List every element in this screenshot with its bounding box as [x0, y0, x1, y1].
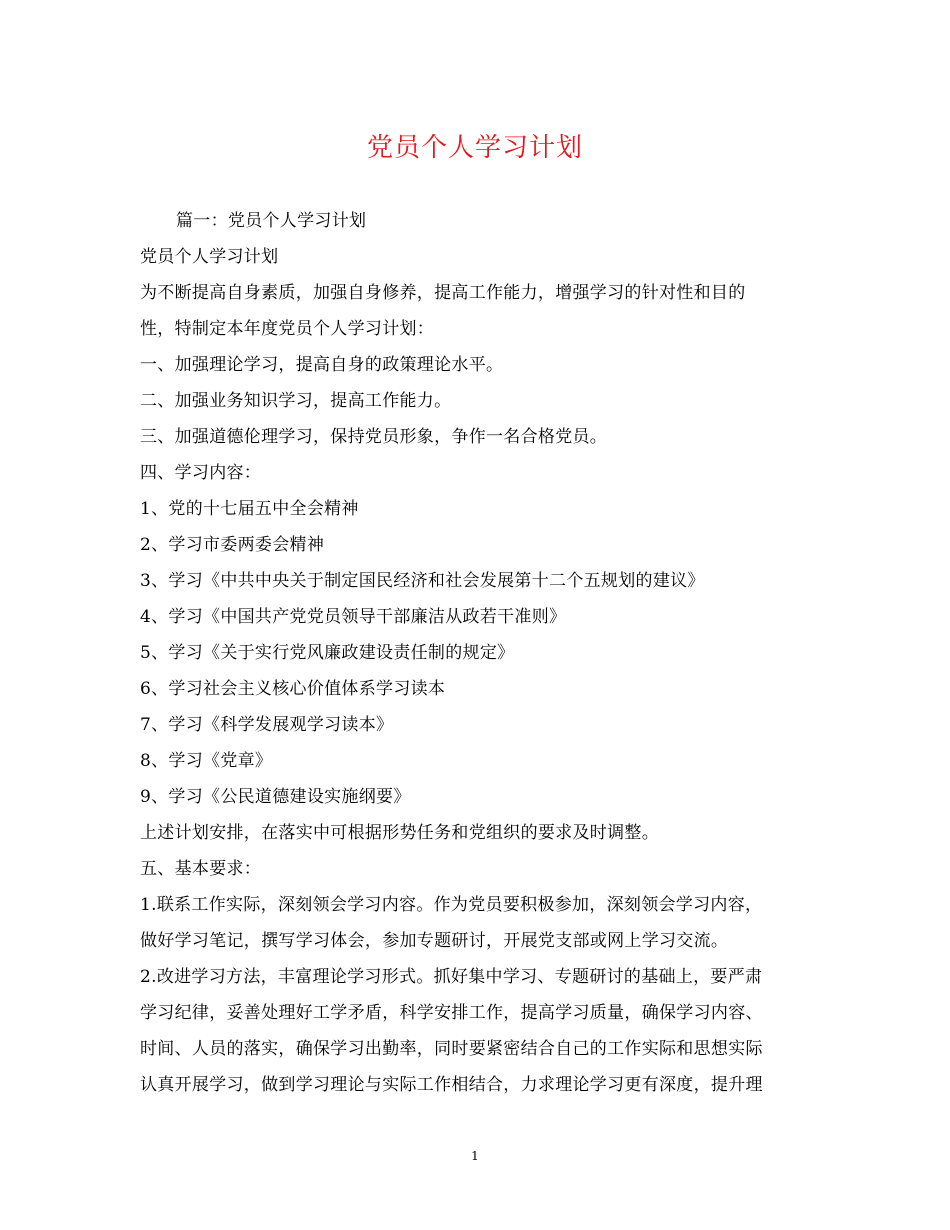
list-item: 5、学习《关于实行党风廉政建设责任制的规定》: [140, 643, 515, 663]
page-title: 党员个人学习计划: [366, 133, 583, 163]
list-item: 2、学习市委两委会精神: [140, 535, 325, 555]
paragraph-line: 性，特制定本年度党员个人学习计划：: [140, 319, 435, 339]
paragraph-line: 五、基本要求：: [140, 859, 262, 879]
list-item: 4、学习《中国共产党党员领导干部廉洁从政若干准则》: [140, 607, 567, 627]
list-item: 9、学习《公民道德建设实施纲要》: [140, 787, 411, 807]
paragraph-line: 学习纪律，妥善处理好工学矛盾，科学安排工作，提高学习质量，确保学习内容、: [140, 1003, 763, 1023]
paragraph-line: 1.联系工作实际，深刻领会学习内容。作为党员要积极参加，深刻领会学习内容，: [140, 895, 763, 915]
paragraph-line: 二、加强业务知识学习，提高工作能力。: [140, 391, 452, 411]
body-text: [140, 203, 820, 1103]
paragraph-line: 上述计划安排，在落实中可根据形势任务和党组织的要求及时调整。: [140, 823, 659, 843]
paragraph-line: 为不断提高自身素质，加强自身修养，提高工作能力，增强学习的针对性和目的: [140, 283, 746, 303]
section-heading: 篇一：党员个人学习计划: [176, 211, 367, 231]
paragraph-line: 党员个人学习计划: [140, 247, 279, 267]
list-item: 8、学习《党章》: [140, 751, 273, 771]
paragraph-line: 一、加强理论学习，提高自身的政策理论水平。: [140, 355, 504, 375]
paragraph-line: 认真开展学习，做到学习理论与实际工作相结合，力求理论学习更有深度，提升理: [140, 1075, 763, 1095]
list-item: 3、学习《中共中央关于制定国民经济和社会发展第十二个五规划的建议》: [140, 571, 705, 591]
paragraph-line: 做好学习笔记，撰写学习体会，参加专题研讨，开展党支部或网上学习交流。: [140, 931, 729, 951]
paragraph-line: 2.改进学习方法，丰富理论学习形式。抓好集中学习、专题研讨的基础上，要严肃: [140, 967, 763, 987]
list-item: 1、党的十七届五中全会精神: [140, 499, 359, 519]
list-item: 7、学习《科学发展观学习读本》: [140, 715, 394, 735]
paragraph-line: 四、学习内容：: [140, 463, 262, 483]
paragraph-line: 三、加强道德伦理学习，保持党员形象，争作一名合格党员。: [140, 427, 608, 447]
list-item: 6、学习社会主义核心价值体系学习读本: [140, 679, 446, 699]
paragraph-line: 时间、人员的落实，确保学习出勤率，同时要紧密结合自己的工作实际和思想实际: [140, 1039, 763, 1059]
page-number: 1: [471, 1149, 479, 1163]
